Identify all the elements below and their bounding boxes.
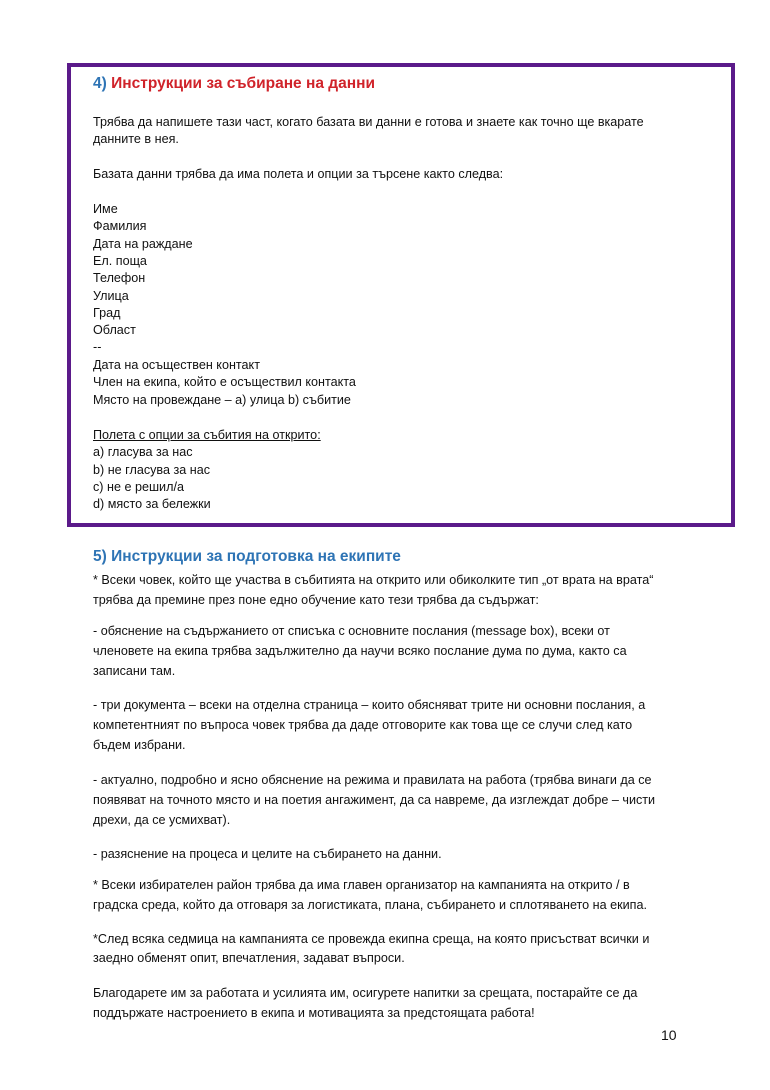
field-item: Място на провеждане – a) улица b) събитие xyxy=(93,393,351,407)
section-4-heading xyxy=(93,75,375,93)
section-5-line: записани там. xyxy=(93,664,176,678)
field-item: Ел. поща xyxy=(93,254,147,268)
field-item: Област xyxy=(93,323,136,337)
section-5-line: Благодарете им за работата и усилията им, осигурете напитки за срещата, постарайте се да xyxy=(93,986,638,1000)
options-heading: Полета с опции за събития на открито: xyxy=(93,428,321,442)
section-4-intro-line: Трябва да напишете тази част, когато базата ви данни е готова и знаете как точно ще вкарате xyxy=(93,115,644,129)
field-item: Дата на раждане xyxy=(93,237,193,251)
field-item: Телефон xyxy=(93,271,146,285)
section-5-line: членовете на екипа трябва задължително да научи всяко послание дума по дума, както са xyxy=(93,644,627,658)
section-5-line: появяват на точното място и на поетия ангажимент, да са навреме, да изглеждат добре – чисти xyxy=(93,793,656,807)
section-5-line: компетентният по въпроса човек трябва да даде отговорите как това ще се случи след като xyxy=(93,718,633,732)
field-separator: -- xyxy=(93,340,102,354)
field-item: Име xyxy=(93,202,118,216)
field-item: Град xyxy=(93,306,121,320)
section-5-line: градска среда, който да отговаря за логистиката, плана, събирането и сплотяването на екипа. xyxy=(93,898,648,912)
section-5-line: - три документа – всеки на отделна страница – които обясняват трите ни основни послания, а xyxy=(93,698,646,712)
option-item: a) гласува за нас xyxy=(93,445,193,459)
section-5-line: * Всеки избирателен район трябва да има главен организатор на кампанията на открито / в xyxy=(93,878,630,892)
section-5-line: трябва да премине през поне едно обучение като тези трябва да съдържат: xyxy=(93,593,539,607)
option-item: b) не гласува за нас xyxy=(93,463,211,477)
option-item: c) не е решил/а xyxy=(93,480,184,494)
section-4-number: 4) xyxy=(93,75,107,92)
fields-intro: Базата данни трябва да има полета и опции за търсене както следва: xyxy=(93,167,504,181)
section-4-intro-line: данните в нея. xyxy=(93,132,179,146)
section-5-heading: 5) Инструкции за подготовка на екипите xyxy=(93,548,401,565)
section-5-line: поддържате настроението в екипа и мотивацията за предстоящата работа! xyxy=(93,1006,535,1020)
section-5-line: * Всеки човек, който ще участва в събитията на открито или обиколките тип „от врата на врата“ xyxy=(93,573,654,587)
field-item: Дата на осъществен контакт xyxy=(93,358,260,372)
field-item: Улица xyxy=(93,289,129,303)
section-5-line: дрехи, да се усмихват). xyxy=(93,813,231,827)
section-5-line: бъдем избрани. xyxy=(93,738,186,752)
field-item: Фамилия xyxy=(93,219,147,233)
section-5-line: - обяснение на съдържанието от списъка с основните послания (message box), всеки от xyxy=(93,624,610,638)
field-item: Член на екипа, който е осъществил контакта xyxy=(93,375,356,389)
page-number: 10 xyxy=(661,1027,677,1043)
section-5-line: - разяснение на процеса и целите на събирането на данни. xyxy=(93,847,442,861)
section-4-title: Инструкции за събиране на данни xyxy=(111,75,375,92)
option-item: d) място за бележки xyxy=(93,497,211,511)
section-5-line: *След всяка седмица на кампанията се провежда екипна среща, на която присъстват всички и xyxy=(93,932,650,946)
section-5-line: - актуално, подробно и ясно обяснение на режима и правилата на работа (трябва винаги да се xyxy=(93,773,652,787)
section-5-line: заедно обменят опит, впечатления, задават въпроси. xyxy=(93,951,405,965)
